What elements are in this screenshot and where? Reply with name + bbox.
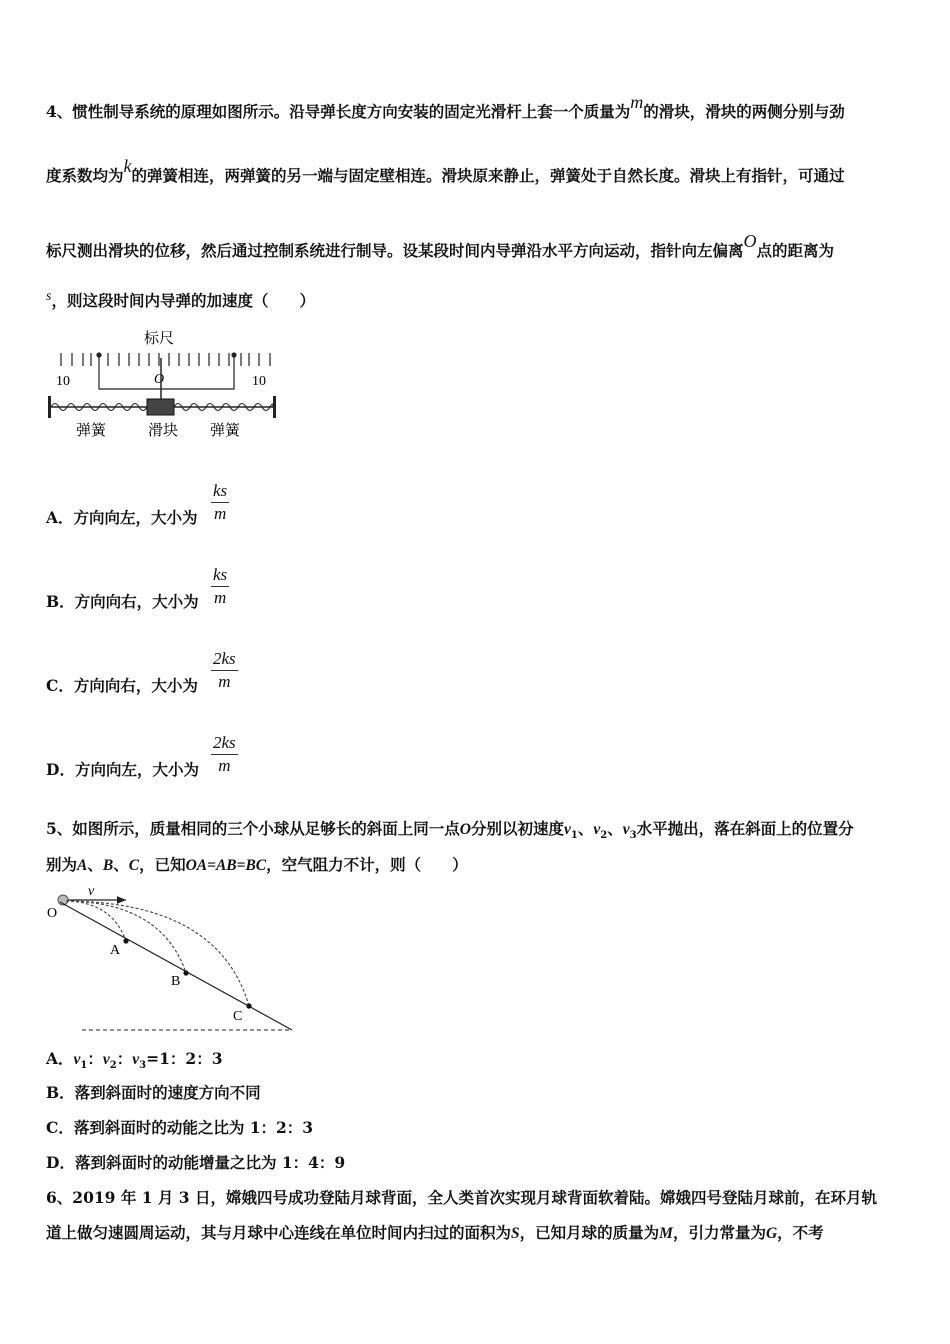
point-A: A bbox=[77, 857, 88, 874]
option-label: C．方向向右，大小为 bbox=[46, 676, 198, 695]
q4-text: 标尺测出滑块的位移，然后通过控制系统进行制导。设某段时间内导弹沿水平方向运动，指针向左偏离 bbox=[46, 241, 744, 260]
point-O: O bbox=[459, 821, 471, 838]
q5-line-2 bbox=[46, 853, 468, 875]
sep: 、 bbox=[113, 855, 129, 874]
slider-block bbox=[147, 399, 174, 415]
label-slider: 滑块 bbox=[148, 423, 179, 439]
label-B: B bbox=[171, 974, 181, 989]
sub: 3 bbox=[139, 1060, 147, 1072]
ruler-left-label: 10 bbox=[56, 374, 70, 389]
dot-C bbox=[246, 1003, 251, 1008]
label-O: O bbox=[47, 906, 58, 921]
q5-option-b[interactable] bbox=[46, 1081, 261, 1103]
sep: 、 bbox=[577, 819, 594, 838]
option-label: D．方向向左，大小为 bbox=[46, 760, 199, 779]
denominator: m bbox=[213, 504, 227, 523]
q4-option-d[interactable] bbox=[46, 758, 199, 780]
q5-text: 水平抛出，落在斜面上的位置分 bbox=[636, 819, 854, 838]
q5-text: ，空气阻力不计，则（ ） bbox=[266, 855, 468, 874]
dot-A bbox=[123, 938, 128, 943]
q4-text: 的弹簧相连，两弹簧的另一端与固定壁相连。滑块原来静止，弹簧处于自然长度。滑块上有指针，可通过 bbox=[131, 166, 845, 185]
option-label: B．方向向右，大小为 bbox=[46, 592, 199, 611]
option-text: B．落到斜面时的速度方向不同 bbox=[46, 1083, 261, 1102]
ruler-bracket bbox=[97, 353, 236, 389]
option-text: =1：2：3 bbox=[146, 1049, 223, 1068]
q4-text: ，则这段时间内导弹的加速度（ ） bbox=[51, 291, 315, 310]
label-spring-right: 弹簧 bbox=[210, 423, 241, 439]
q4-option-b[interactable] bbox=[46, 590, 199, 612]
q4-line-3 bbox=[46, 231, 835, 261]
trajectory-A bbox=[66, 901, 126, 941]
q4-option-d-fraction bbox=[211, 733, 238, 776]
q5-option-d[interactable] bbox=[46, 1151, 345, 1173]
var-v: v bbox=[73, 1051, 81, 1068]
ruler-title: 标尺 bbox=[144, 331, 175, 347]
equation: OA=AB=BC bbox=[185, 857, 267, 874]
label-A: A bbox=[110, 943, 121, 958]
sep: 、 bbox=[607, 819, 623, 838]
q6-line-2 bbox=[46, 1221, 824, 1243]
sub: 1 bbox=[80, 1060, 88, 1072]
option-label: A． bbox=[46, 1049, 74, 1068]
q5-figure bbox=[44, 880, 300, 1035]
var-S: S bbox=[511, 1225, 520, 1242]
q6-text: 6、2019 年 1 月 3 日，嫦娥四号成功登陆月球背面，全人类首次实现月球背面软着陆。嫦娥四号登陆月球前，在环月轨 bbox=[46, 1188, 877, 1207]
var-v: v bbox=[593, 821, 601, 838]
var-s: s bbox=[46, 289, 52, 304]
q4-text: 4、惯性制导系统的原理如图所示。沿导弹长度方向安装的固定光滑杆上套一个质量为 bbox=[46, 102, 631, 121]
label-C: C bbox=[233, 1009, 243, 1024]
option-label: A．方向向左，大小为 bbox=[46, 508, 198, 527]
q5-option-a[interactable] bbox=[46, 1047, 222, 1071]
point-C: C bbox=[128, 857, 140, 874]
q4-option-a[interactable] bbox=[46, 506, 198, 528]
q4-line-1 bbox=[46, 92, 845, 122]
sub: 2 bbox=[600, 830, 608, 842]
q6-line-1 bbox=[46, 1186, 877, 1208]
var-O: O bbox=[743, 231, 757, 251]
sep: 、 bbox=[87, 855, 103, 874]
q4-option-b-fraction bbox=[211, 565, 229, 608]
q4-line-4 bbox=[46, 289, 315, 311]
trajectory-C bbox=[66, 901, 249, 1006]
q4-option-c-fraction bbox=[211, 649, 238, 692]
var-G: G bbox=[765, 1225, 778, 1242]
ruler-right-label: 10 bbox=[252, 374, 266, 389]
denominator: m bbox=[218, 756, 231, 775]
label-spring-left: 弹簧 bbox=[76, 423, 107, 439]
q5-text: 5、如图所示，质量相同的三个小球从足够长的斜面上同一点 bbox=[46, 819, 460, 838]
sub: 3 bbox=[629, 830, 637, 842]
numerator: 2ks bbox=[213, 649, 236, 668]
ruler-center-label: O bbox=[154, 372, 165, 387]
var-v: v bbox=[564, 821, 571, 838]
q4-text: 点的距离为 bbox=[756, 241, 835, 260]
denominator: m bbox=[218, 672, 231, 691]
option-text: D．落到斜面时的动能增量之比为 1：4：9 bbox=[46, 1153, 346, 1172]
var-v: v bbox=[132, 1051, 140, 1068]
colon: ： bbox=[116, 1049, 133, 1068]
sub: 2 bbox=[109, 1060, 117, 1072]
q4-option-c[interactable] bbox=[46, 674, 198, 696]
point-B: B bbox=[102, 857, 114, 874]
q4-line-2 bbox=[46, 156, 845, 186]
numerator: 2ks bbox=[213, 733, 236, 752]
colon: ： bbox=[87, 1049, 103, 1068]
q5-line-1 bbox=[46, 817, 854, 841]
q6-text: ，不考 bbox=[777, 1223, 824, 1242]
option-text: C．落到斜面时的动能之比为 1：2：3 bbox=[46, 1118, 314, 1137]
q5-text: 分别以初速度 bbox=[471, 819, 565, 838]
denominator: m bbox=[213, 588, 227, 607]
dot-B bbox=[183, 970, 188, 975]
q4-text: 度系数均为 bbox=[46, 166, 124, 185]
q4-text: 的滑块，滑块的两侧分别与劲 bbox=[643, 102, 845, 121]
q6-text: ，已知月球的质量为 bbox=[519, 1223, 660, 1242]
var-M: M bbox=[659, 1225, 673, 1242]
q6-text: 道上做匀速圆周运动，其与月球中心连线在单位时间内扫过的面积为 bbox=[46, 1223, 512, 1242]
label-v: v bbox=[88, 884, 95, 899]
q5-text: 别为 bbox=[46, 855, 78, 874]
sub: 1 bbox=[570, 830, 578, 842]
q5-option-c[interactable] bbox=[46, 1116, 313, 1138]
left-wall bbox=[48, 396, 51, 418]
q5-text: ，已知 bbox=[139, 855, 186, 874]
ruler-ticks bbox=[61, 353, 270, 366]
var-v: v bbox=[102, 1051, 110, 1068]
q4-figure bbox=[44, 326, 284, 442]
numerator: ks bbox=[213, 565, 228, 584]
var-k: k bbox=[123, 156, 132, 176]
var-v: v bbox=[622, 821, 630, 838]
q6-text: ，引力常量为 bbox=[672, 1223, 766, 1242]
q4-option-a-fraction bbox=[211, 481, 229, 524]
numerator: ks bbox=[213, 481, 228, 500]
var-m: m bbox=[630, 92, 644, 112]
